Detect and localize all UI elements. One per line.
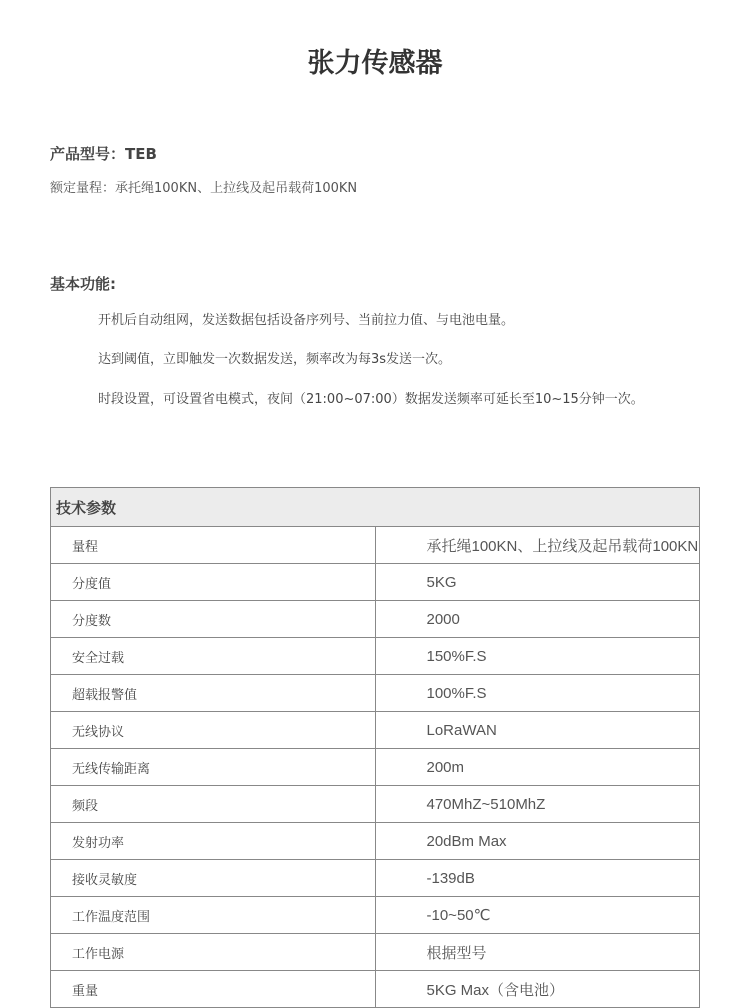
- spec-value: 20dBm Max: [375, 823, 700, 860]
- spec-value: LoRaWAN: [375, 712, 700, 749]
- table-row: [51, 564, 700, 601]
- spec-value: 100%F.S: [375, 675, 700, 712]
- spec-key: 量程: [51, 527, 376, 564]
- table-row: [51, 823, 700, 860]
- table-row: [51, 971, 700, 1008]
- table-row: [51, 897, 700, 934]
- table-row: [51, 675, 700, 712]
- spec-key: 工作电源: [51, 934, 376, 971]
- feature-item: 达到阈值，立即触发一次数据发送，频率改为每3s发送一次。: [98, 352, 452, 367]
- spec-value: 2000: [375, 601, 700, 638]
- features-heading: 基本功能:: [50, 275, 116, 293]
- spec-key: 频段: [51, 786, 376, 823]
- spec-key: 超载报警值: [51, 675, 376, 712]
- spec-key: 安全过载: [51, 638, 376, 675]
- spec-key: 分度数: [51, 601, 376, 638]
- table-row: [51, 527, 700, 564]
- spec-key: 无线协议: [51, 712, 376, 749]
- spec-table-heading: 技术参数: [51, 488, 700, 527]
- spec-value: 200m: [375, 749, 700, 786]
- feature-item: 时段设置，可设置省电模式，夜间（21:00~07:00）数据发送频率可延长至10~15分钟一次。: [98, 392, 644, 407]
- spec-table: [50, 487, 700, 1008]
- spec-key: 分度值: [51, 564, 376, 601]
- spec-key: 重量: [51, 971, 376, 1008]
- table-row: [51, 601, 700, 638]
- page-title: 张力传感器: [307, 48, 443, 79]
- table-row: [51, 712, 700, 749]
- spec-value: 470MhZ~510MhZ: [375, 786, 700, 823]
- rated-range: 额定量程：承托绳100KN、上拉线及起吊载荷100KN: [50, 181, 358, 196]
- table-row: [51, 934, 700, 971]
- spec-key: 无线传输距离: [51, 749, 376, 786]
- spec-value: 5KG Max（含电池）: [375, 971, 700, 1008]
- spec-key: 接收灵敏度: [51, 860, 376, 897]
- spec-value: 5KG: [375, 564, 700, 601]
- feature-item: 开机后自动组网，发送数据包括设备序列号、当前拉力值、与电池电量。: [98, 313, 515, 328]
- table-row: [51, 638, 700, 675]
- spec-key: 发射功率: [51, 823, 376, 860]
- spec-value: 150%F.S: [375, 638, 700, 675]
- spec-value: 承托绳100KN、上拉线及起吊载荷100KN: [375, 527, 700, 564]
- table-row: [51, 786, 700, 823]
- table-row: [51, 749, 700, 786]
- spec-table-header-row: [51, 488, 700, 527]
- table-row: [51, 860, 700, 897]
- spec-key: 工作温度范围: [51, 897, 376, 934]
- spec-value: 根据型号: [375, 934, 700, 971]
- spec-value: -10~50℃: [375, 897, 700, 934]
- spec-value: -139dB: [375, 860, 700, 897]
- product-model: 产品型号：TEB: [50, 145, 157, 163]
